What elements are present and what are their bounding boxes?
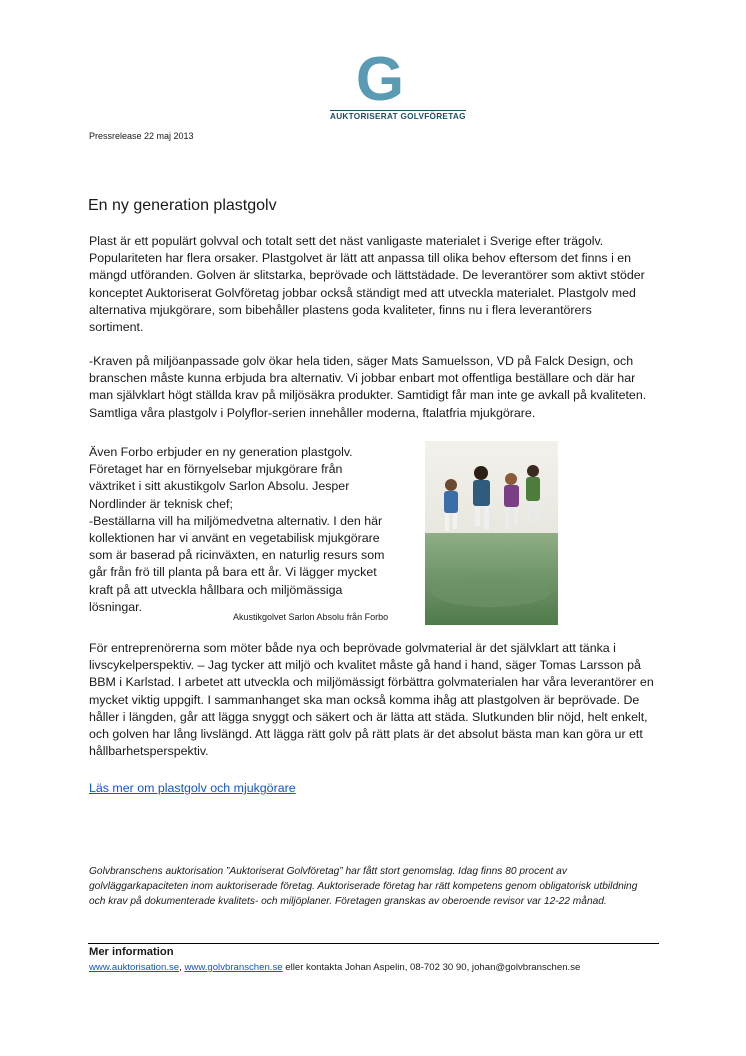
divider [88, 943, 659, 944]
page-title: En ny generation plastgolv [88, 197, 277, 214]
paragraph-falck-quote: -Kraven på miljöanpassade golv ökar hela tiden, säger Mats Samuelsson, VD på Falck Design, och branschen måste kunna erbjuda bra alternativ. Vi jobbar enbart mot offentliga beställare och där har man självklart högt ställda krav på miljösäkra produkter. Samtidigt får man inte ge avkall på kvaliteten. Samtliga våra plastgolv i Polyflor-serien innehåller moderna, ftalatfria mjukgörare. [89, 354, 647, 420]
logo-text: AUKTORISERAT GOLVFÖRETAG [330, 112, 466, 121]
children-running-photo [425, 441, 558, 625]
floor-photo [425, 441, 558, 625]
paragraph-intro: Plast är ett populärt golvval och totalt sett det näst vanligaste materialet i Sverige efter trägolv. Populariteten har flera orsaker. Plastgolvet är lätt att anpassa till olika behov eftersom det finns i en mängd utföranden. Golven är slitstarka, beprövade och lättstädade. De leverantörer som aktivt stöder konceptet Auktoriserat Golvföretag jobbar också ständigt med att utveckla materialet. Plastgolv med alternativa mjukgörare, som bibehåller plastens goda kvaliteter, finns nu i flera leverantörers sortiment. [89, 234, 645, 335]
contact-line [89, 962, 580, 973]
read-more-link[interactable]: Läs mer om plastgolv och mjukgörare [89, 781, 296, 795]
press-release-date: Pressrelease 22 maj 2013 [89, 131, 194, 141]
paragraph-forbo-quote: -Beställarna vill ha miljömedvetna alternativ. I den här kollektionen har vi använt en vegetabilisk mjukgörare som är baserad på ricinväxten, en naturlig resurs som går från frö till planta på bara ett år. Vi lägger mycket kraft på att utveckla hållbara och miljömässiga lösningar. [89, 513, 385, 614]
paragraph-forbo [89, 444, 389, 616]
g-logo-icon [350, 50, 410, 106]
paragraph-forbo-intro: Även Forbo erbjuder en ny generation plastgolv. Företaget har en förnyelsebar mjukgörare från växtriket i sitt akustikgolv Sarlon Absolu. Jesper Nordlinder är teknisk chef; [89, 445, 353, 511]
authorisation-footnote: Golvbranschens auktorisation ”Auktoriserat Golvföretag” har fått stort genomslag. Idag finns 80 procent av golvläggarkapaciteten inom auktoriserade företag. Auktoriserade företag har rätt kompetens genom obligatorisk utbildning och krav på dokumenterade kvalitets- och miljöplaner. Företagen granskas av oberoende revisor var 12-22 månad. [89, 866, 638, 908]
golvbranschen-link[interactable]: www.golvbranschen.se [184, 962, 283, 973]
more-info-heading: Mer information [89, 946, 174, 958]
company-logo [330, 50, 466, 124]
contact-details: eller kontakta Johan Aspelin, 08-702 30 90, johan@golvbranschen.se [282, 962, 581, 973]
contact-separator: , [179, 962, 185, 973]
logo-letter: G [355, 50, 405, 106]
auktorisation-link[interactable]: www.auktorisation.se [89, 962, 180, 973]
photo-caption: Akustikgolvet Sarlon Absolu från Forbo [233, 612, 389, 622]
paragraph-bbm-quote: För entreprenörerna som möter både nya och beprövade golvmaterial är det självklart att tänka i livscykelperspektiv. – Jag tycker att miljö och kvalitet måste gå hand i hand, säger Tomas Larsson på BBM i Karlstad. I arbetet att utveckla och miljömässigt förbättra golvmaterialen har våra leverantörer en mycket viktig uppgift. I sammanhanget ska man också komma ihåg att plastgolven är beprövade. De håller i längden, går att lägga snyggt och säkert och är lätta att städa. Slutkunden blir nöjd, helt enkelt, och golven har lång livslängd. Att lägga rätt golv på rätt plats är det absolut bästa man kan göra ur ett hållbarhetsperspektiv. [89, 641, 654, 759]
